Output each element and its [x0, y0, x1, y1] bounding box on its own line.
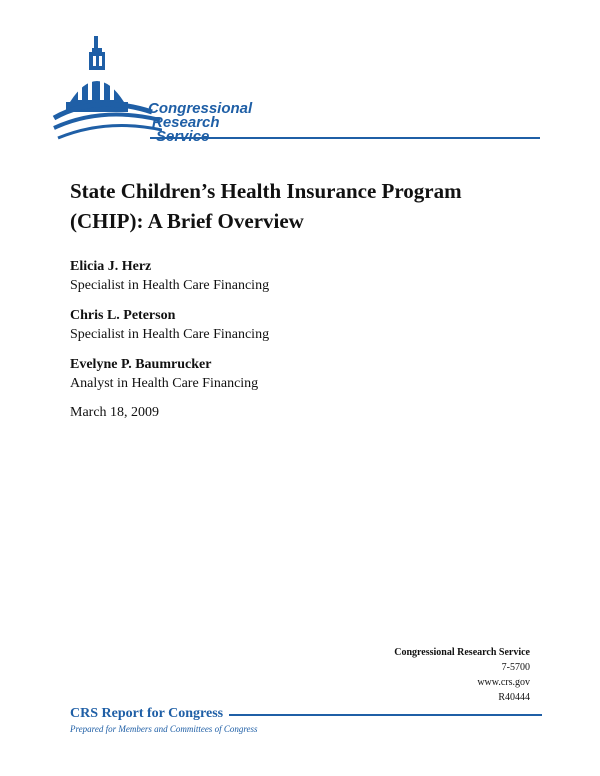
- author-role: Analyst in Health Care Financing: [70, 376, 259, 391]
- report-number: R40444: [498, 692, 530, 703]
- report-website: www.crs.gov: [477, 677, 530, 688]
- crs-logo: [52, 32, 552, 152]
- capitol-dome-icon: [52, 32, 162, 142]
- footer-subtitle: Prepared for Members and Committees of Congress: [70, 724, 258, 734]
- report-info: [394, 645, 530, 705]
- author-entry: [70, 355, 530, 393]
- author-role: Specialist in Health Care Financing: [70, 327, 270, 342]
- author-entry: [70, 306, 530, 344]
- report-title-line2: (CHIP): A Brief Overview: [70, 209, 304, 233]
- logo-divider: [150, 137, 540, 139]
- author-entry: [70, 257, 530, 295]
- report-org: Congressional Research Service: [394, 647, 530, 658]
- author-name: Evelyne P. Baumrucker: [70, 357, 212, 372]
- logo-text-line2: Research: [152, 114, 220, 131]
- author-name: Chris L. Peterson: [70, 308, 176, 323]
- footer-title: CRS Report for Congress: [70, 706, 224, 721]
- report-title-line1: State Children’s Health Insurance Program: [70, 179, 462, 203]
- author-role: Specialist in Health Care Financing: [70, 278, 270, 293]
- footer-divider: [229, 714, 542, 716]
- report-phone: 7-5700: [501, 662, 530, 673]
- report-date: March 18, 2009: [70, 405, 160, 420]
- logo-text-line1: Congressional: [148, 100, 253, 117]
- author-name: Elicia J. Herz: [70, 259, 152, 274]
- report-title: [70, 176, 540, 236]
